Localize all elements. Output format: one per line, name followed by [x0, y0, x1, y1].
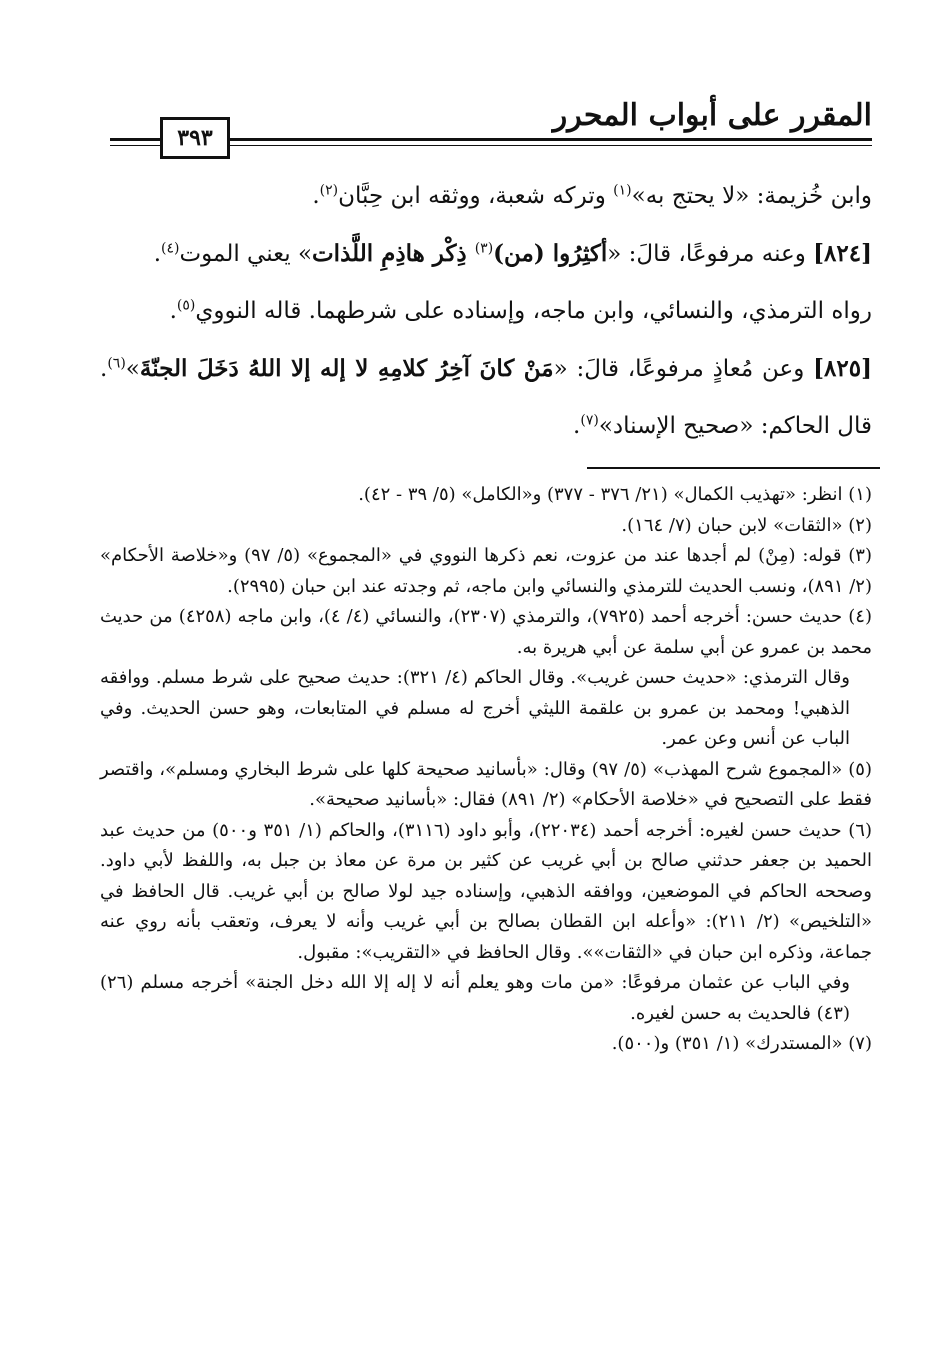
- main-text: [100, 168, 872, 455]
- page-number: ٣٩٣: [177, 125, 213, 151]
- main-text-span: .: [312, 183, 320, 209]
- hadith-number: [٨٢٤]: [813, 240, 872, 267]
- main-text-span: وابن خُزيمة: «لا يحتج به»: [631, 183, 872, 209]
- main-text-span: » يعني الموت: [179, 241, 313, 267]
- main-text-span: وعن مُعاذٍ مرفوعًا، قالَ: «: [553, 356, 814, 382]
- footnote-2: (٢) «الثقات» لابن حبان (٧/ ١٦٤).: [621, 514, 872, 536]
- main-text-span: .: [153, 241, 162, 267]
- main-text-span: وعنه مرفوعًا، قالَ: «: [607, 241, 814, 267]
- footnote-ref-7: (٧): [580, 412, 599, 429]
- footnote-ref-2: (٢): [319, 182, 339, 199]
- main-paragraph-3: [100, 283, 872, 340]
- footnote-separator: [587, 467, 880, 469]
- main-text-span: . قال الحاكم: «صحيح الإسناد»: [100, 356, 872, 439]
- footnote-6: (٦) حديث حسن لغيره: أخرجه أحمد (٢٢٠٣٤)، وأبو داود (٣١١٦)، والحاكم (١/ ٣٥١ و٥٠٠) من حديث عبد الحميد بن جعفر حدثني صالح بن أبي غريب عن كثير بن مرة عن معاذ بن جبل به، واللفظ لأبي داود. وصححه الحاكم في الموضعين، ووافقه الذهبي، وإسناده جيد لولا صالح بن أبي غريب. قال الحافظ في «التلخيص» (٢/ ٢١١): «وأعله ابن القطان بصالح بن أبي غريب وأنه لا يعرف، وتعقب بأنه روي عنه جماعة، وذكره ابن حبان في «الثقات»». وقال الحافظ في «التقريب»: مقبول.: [100, 819, 873, 963]
- footnotes: [100, 480, 872, 1060]
- main-text-span: رواه الترمذي، والنسائي، وابن ماجه، وإسناده على شرطهما. قاله النووي: [195, 298, 872, 324]
- running-header-title: المقرر على أبواب المحرر: [552, 98, 872, 133]
- footnote-6-continued: وفي الباب عن عثمان مرفوعًا: «من مات وهو يعلم أنه لا إله إلا الله دخل الجنة» أخرجه مسلم (٢٦) (٤٣) فالحديث به حسن لغيره.: [100, 972, 850, 1024]
- main-text-span: .: [573, 413, 581, 439]
- hadith-number: [٨٢٥]: [813, 355, 872, 382]
- hadith-matn: ذِكْر هاذِمِ اللَّذات: [312, 240, 475, 267]
- main-paragraph-2: [100, 225, 872, 283]
- footnote-ref-1: (١): [613, 182, 632, 199]
- main-paragraph-4: [100, 340, 872, 455]
- main-text-span: وتركه شعبة، ووثقه ابن حِبَّان: [338, 183, 614, 209]
- footnote-ref-4: (٤): [161, 240, 180, 257]
- footnote-3: (٣) قوله: (مِنْ) لم أجدها عند من عزوت، نعم ذكرها النووي في «المجموع» (٥/ ٩٧) و«خلاصة الأحكام» (٢/ ٨٩١)، ونسب الحديث للترمذي والنسائي وابن ماجه، ثم وجدته عند ابن حبان (٢٩٩٥).: [100, 545, 872, 597]
- footnote-1: (١) انظر: «تهذيب الكمال» (٢١/ ٣٧٦ - ٣٧٧) و«الكامل» (٥/ ٣٩ - ٤٢).: [358, 484, 872, 505]
- footnote-ref-6: (٦): [107, 355, 126, 372]
- hadith-matn: أكثِرُوا (من): [493, 240, 608, 267]
- footnote-ref-5: (٥): [176, 297, 196, 314]
- main-text-span: .: [169, 298, 177, 324]
- footnote-5: (٥) «المجموع شرح المهذب» (٥/ ٩٧) وقال: «بأسانيد صحيحة كلها على شرط البخاري ومسلم»، واقتصر فقط على التصحيح في «خلاصة الأحكام» (٢/ ٨٩١) فقال: «بأسانيد صحيحة».: [100, 758, 872, 810]
- main-text-span: »: [125, 356, 140, 382]
- hadith-matn: مَنْ كانَ آخِرُ كلامِهِ لا إله إلا اللهُ دَخَلَ الجنّةَ: [139, 355, 554, 382]
- footnote-4: (٤) حديث حسن: أخرجه أحمد (٧٩٢٥)، والترمذي (٢٣٠٧)، والنسائي (٤/ ٤)، وابن ماجه (٤٢٥٨) من حديث محمد بن عمرو عن أبي سلمة عن أبي هريرة به.: [100, 606, 872, 658]
- footnote-4-continued: وقال الترمذي: «حديث حسن غريب». وقال الحاكم (٤/ ٣٢١): حديث صحيح على شرط مسلم. ووافقه الذهبي! ومحمد بن عمرو بن علقمة الليثي أخرج له مسلم في المتابعات، وهو حسن الحديث. وفي الباب عن أنس وعن عمر.: [100, 667, 850, 749]
- footnote-7: (٧) «المستدرك» (١/ ٣٥١) و(٥٠٠).: [611, 1033, 872, 1054]
- main-paragraph-1: [100, 168, 872, 225]
- page-number-box: [160, 117, 230, 159]
- footnote-ref-3: (٣): [474, 240, 494, 257]
